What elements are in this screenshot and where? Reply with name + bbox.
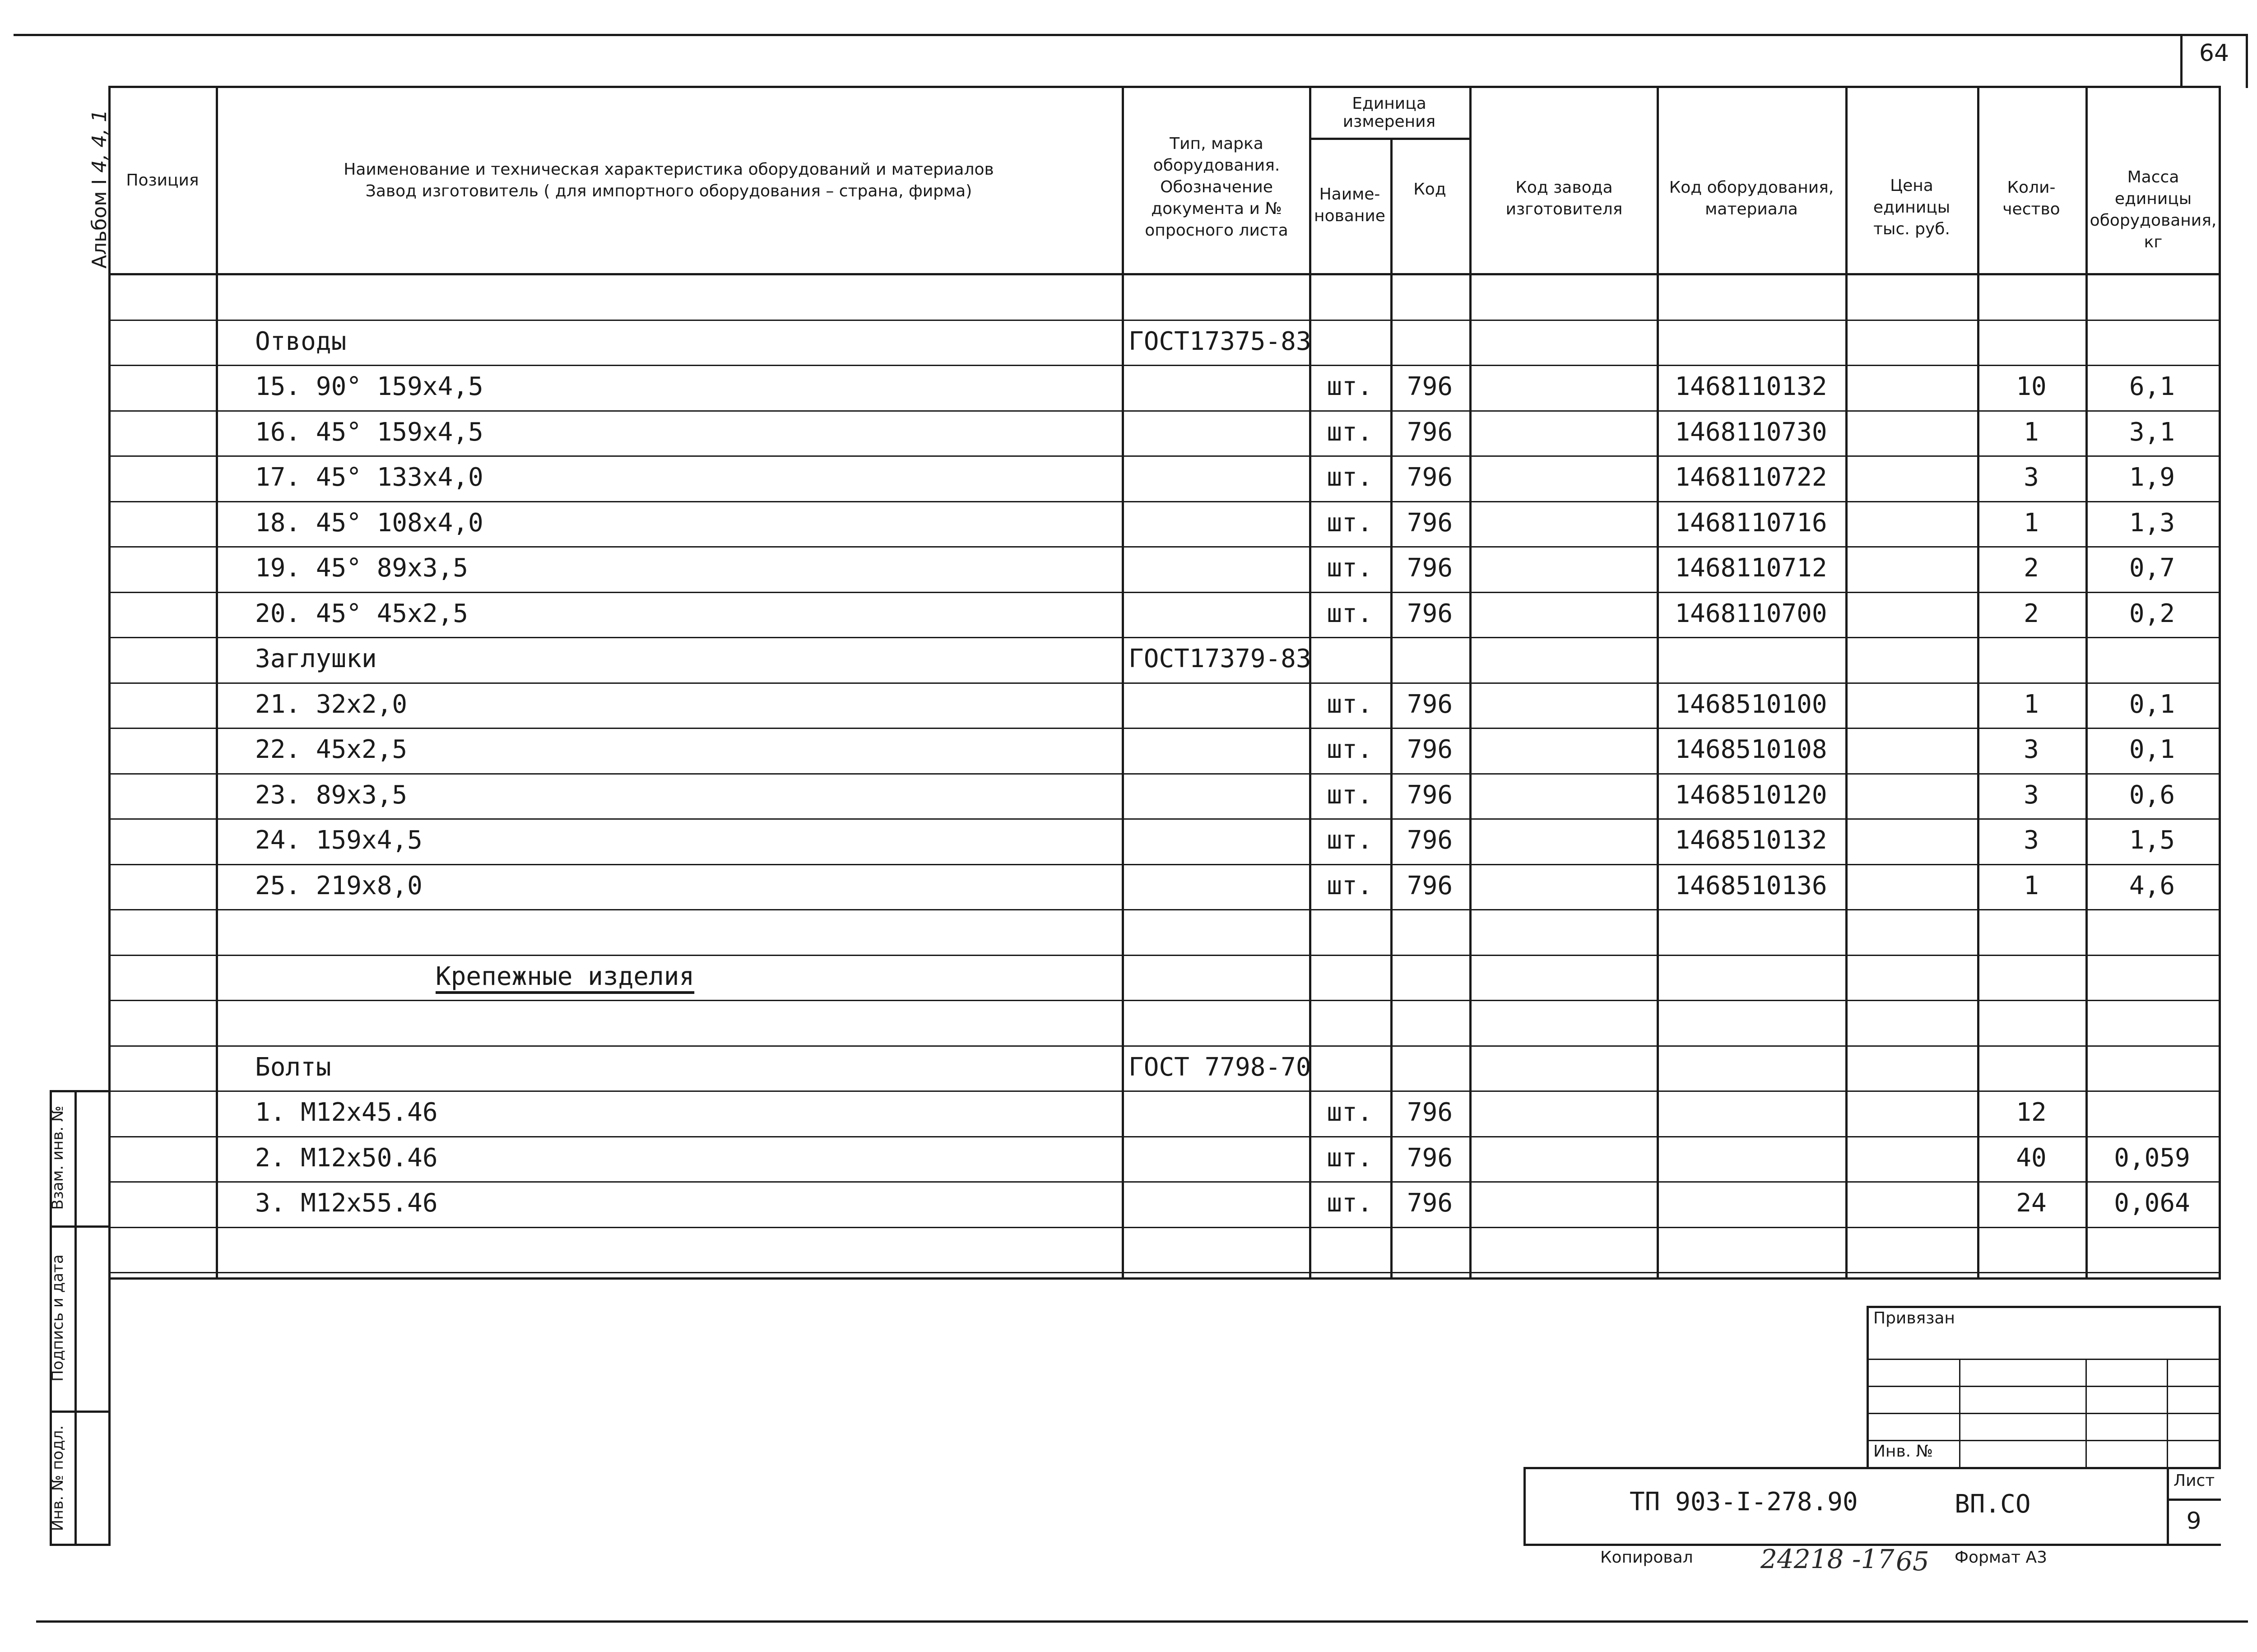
row-code: 796 [1407,735,1453,764]
row-quantity: 1 [2024,871,2039,900]
row-unit: шт. [1327,463,1373,492]
row-name: 15. 90° 159x4,5 [255,372,483,401]
inv-no-label: Инв. № [1873,1442,1933,1461]
row-unit: шт. [1327,1188,1373,1218]
doc-code: ТП 903-I-278.90 [1630,1487,1858,1517]
row-mass: 0,064 [2114,1188,2190,1218]
row-name: 19. 45° 89x3,5 [255,553,469,583]
row-divider [108,909,2221,910]
row-code: 796 [1407,372,1453,401]
row-name: 25. 219x8,0 [255,871,423,900]
row-quantity: 40 [2016,1143,2047,1173]
row-quantity: 1 [2024,508,2039,538]
row-quantity: 3 [2024,735,2039,764]
row-mass: 0,7 [2129,553,2175,583]
row-divider [108,1272,2221,1273]
row-mass: 6,1 [2129,372,2175,401]
header-type-mark: Тип, марка оборудования. Обозначение документа и № опросного листа [1145,135,1288,240]
row-name: 1. M12x45.46 [255,1098,438,1127]
row-code: 796 [1407,1143,1453,1173]
row-mass: 1,3 [2129,508,2175,538]
row-doc: ГОСТ17379-83 [1128,644,1311,673]
header-plant-code: Код завода изготовителя [1505,178,1623,218]
row-unit: шт. [1327,508,1373,538]
sheet-number: 9 [2186,1508,2201,1535]
row-unit: шт. [1327,735,1373,764]
row-equipment-code: 1468110132 [1675,372,1827,401]
row-unit: шт. [1327,372,1373,401]
row-quantity: 24 [2016,1188,2047,1218]
row-name: 16. 45° 159x4,5 [255,417,483,447]
page-number: 64 [2199,40,2229,67]
album-label: Альбом I 4, 4, 1 [88,109,111,269]
row-quantity: 2 [2024,553,2039,583]
row-divider [108,1227,2221,1228]
row-quantity: 1 [2024,417,2039,447]
row-mass: 4,6 [2129,871,2175,900]
row-equipment-code: 1468510108 [1675,735,1827,764]
row-mass: 0,6 [2129,780,2175,810]
row-equipment-code: 1468110712 [1675,553,1827,583]
row-name: 21. 32x2,0 [255,689,408,719]
row-quantity: 3 [2024,826,2039,855]
row-unit: шт. [1327,780,1373,810]
header-name: Наименование и техническая характеристика оборудований и материалов Завод изготовитель ( для импортного оборудования – страна, фирма) [344,160,994,200]
header-equipment-code: Код оборудования, материала [1669,178,1834,218]
row-code: 796 [1407,826,1453,855]
row-unit: шт. [1327,1098,1373,1127]
row-code: 796 [1407,871,1453,900]
bottom-border [36,1620,2248,1623]
row-name: 17. 45° 133x4,0 [255,463,483,492]
row-quantity: 3 [2024,780,2039,810]
row-equipment-code: 1468110716 [1675,508,1827,538]
format-label: Формат А3 [1955,1548,2048,1567]
row-name: 23. 89x3,5 [255,780,408,810]
row-code: 796 [1407,780,1453,810]
row-name: 22. 45x2,5 [255,735,408,764]
row-code: 796 [1407,463,1453,492]
row-code: 796 [1407,1098,1453,1127]
handwritten-number: 24218 -17 [1760,1544,1895,1574]
row-name: Заглушки [255,644,377,673]
row-equipment-code: 1468510136 [1675,871,1827,900]
copied-label: Копировал [1600,1548,1693,1567]
stamp-vzam: Взам. инв. № [49,1105,67,1210]
row-doc: ГОСТ 7798-70 [1128,1052,1311,1082]
top-border [14,34,2183,36]
header-price: Цена единицы тыс. руб. [1873,176,1950,238]
header-unit-name: Наиме- нование [1314,185,1385,225]
row-unit: шт. [1327,553,1373,583]
header-quantity: Коли- чество [2002,178,2060,218]
row-name: Болты [255,1052,331,1082]
row-mass: 0,1 [2129,735,2175,764]
row-name: 18. 45° 108x4,0 [255,508,483,538]
row-name: 2. M12x50.46 [255,1143,438,1173]
row-mass: 0,1 [2129,689,2175,719]
row-equipment-code: 1468110730 [1675,417,1827,447]
row-name: 20. 45° 45x2,5 [255,599,469,628]
row-unit: шт. [1327,826,1373,855]
row-unit: шт. [1327,417,1373,447]
row-name: Крепежные изделия [436,961,695,991]
row-code: 796 [1407,508,1453,538]
row-name: 3. M12x55.46 [255,1188,438,1218]
row-quantity: 2 [2024,599,2039,628]
row-code: 796 [1407,689,1453,719]
header-position: Позиция [126,171,199,190]
row-mass: 0,059 [2114,1143,2190,1173]
stamp-inv-podl: Инв. № подл. [49,1425,67,1531]
row-quantity: 10 [2016,372,2047,401]
header-unit-code: Код [1413,180,1446,199]
row-unit: шт. [1327,871,1373,900]
sheet-label: Лист [2173,1471,2215,1490]
row-mass: 1,9 [2129,463,2175,492]
row-mass: 0,2 [2129,599,2175,628]
row-divider [108,1000,2221,1001]
row-equipment-code: 1468510100 [1675,689,1827,719]
row-unit: шт. [1327,689,1373,719]
row-equipment-code: 1468110722 [1675,463,1827,492]
row-quantity: 1 [2024,689,2039,719]
row-quantity: 3 [2024,463,2039,492]
row-equipment-code: 1468110700 [1675,599,1827,628]
row-name: Отводы [255,326,347,356]
header-unit: Единица измерения [1342,94,1436,131]
row-mass: 3,1 [2129,417,2175,447]
stamp-podpis: Подпись и дата [49,1254,67,1382]
row-quantity: 12 [2016,1098,2047,1127]
row-unit: шт. [1327,1143,1373,1173]
row-code: 796 [1407,1188,1453,1218]
row-mass: 1,5 [2129,826,2175,855]
row-name: 24. 159x4,5 [255,826,423,855]
row-equipment-code: 1468510120 [1675,780,1827,810]
doc-mark: ВП.СО [1955,1490,2031,1519]
row-equipment-code: 1468510132 [1675,826,1827,855]
privyazan-label: Привязан [1873,1309,1955,1327]
row-code: 796 [1407,599,1453,628]
header-mass: Масса единицы оборудования, кг [2090,168,2217,251]
row-code: 796 [1407,417,1453,447]
handwritten-small: 65 [1896,1546,1929,1577]
row-code: 796 [1407,553,1453,583]
row-doc: ГОСТ17375-83 [1128,326,1311,356]
row-unit: шт. [1327,599,1373,628]
